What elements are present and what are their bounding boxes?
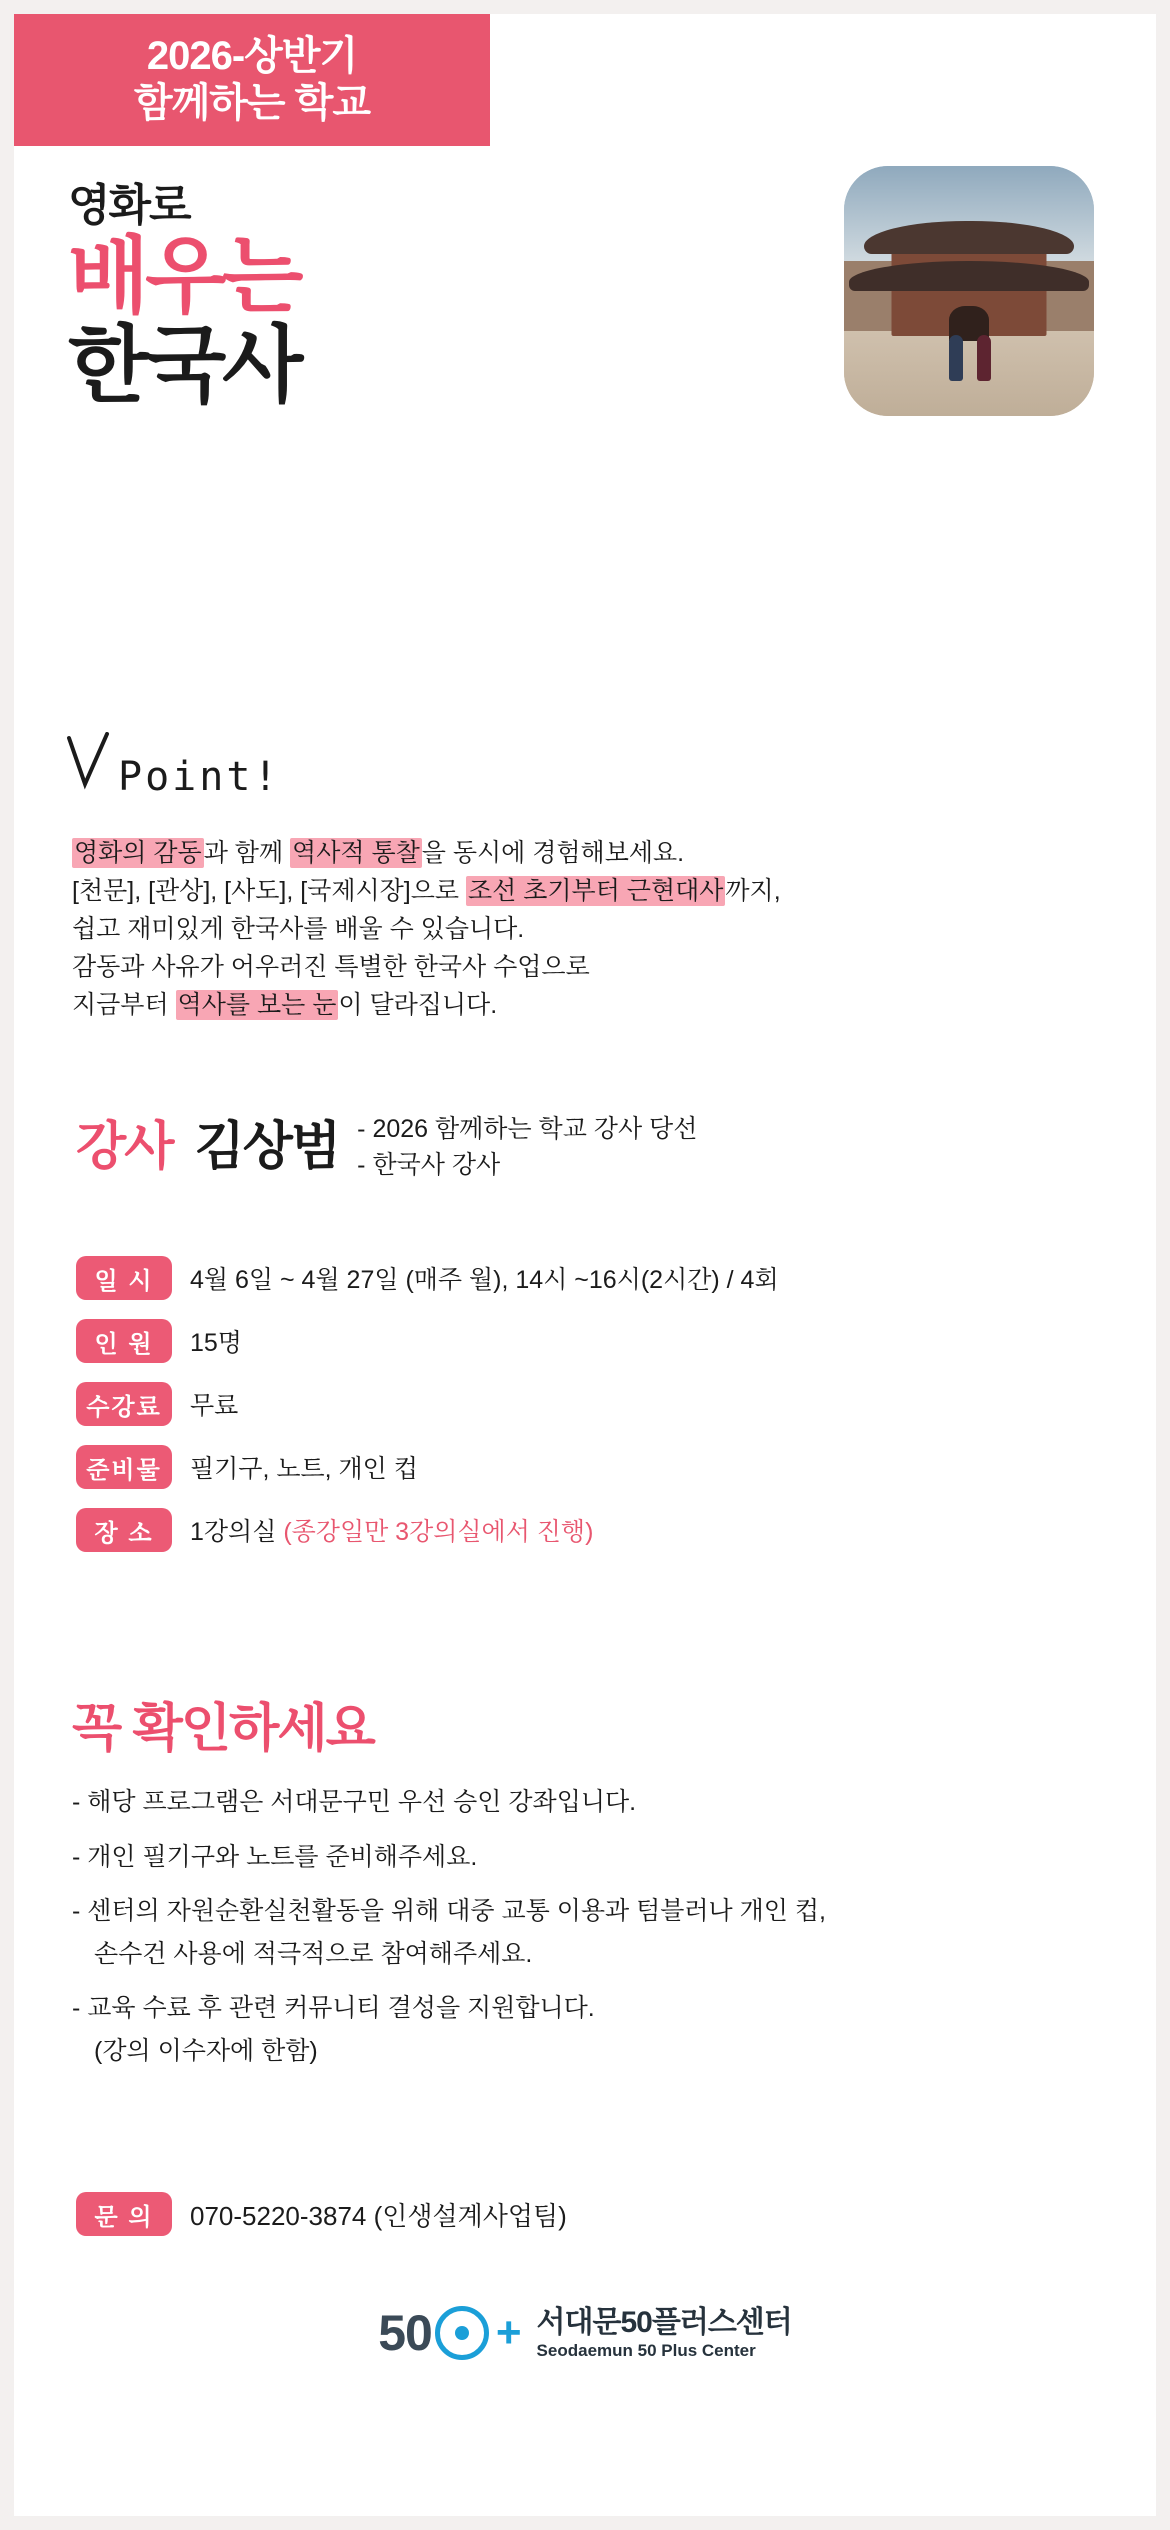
logo-number: 50	[378, 2305, 432, 2361]
info-row-capacity	[76, 1319, 1096, 1363]
point-line: 쉽고 재미있게 한국사를 배울 수 있습니다.	[72, 915, 525, 943]
notice-item: - 해당 프로그램은 서대문구민 우선 승인 강좌입니다.	[72, 1788, 637, 1816]
info-chip: 수강료	[76, 1382, 172, 1426]
instructor-meta	[357, 1104, 697, 1183]
notice-item-sub: 손수건 사용에 적극적으로 참여해주세요.	[94, 1939, 533, 1968]
hero-image	[844, 166, 1094, 416]
info-row-materials	[76, 1445, 1096, 1489]
logo-plus: +	[495, 2308, 521, 2357]
info-value: 15명	[190, 1329, 242, 1357]
info-value: 4월 6일 ~ 4월 27일 (매주 월), 14시 ~16시(2시간) / 4회	[190, 1266, 779, 1294]
point-body	[72, 834, 1092, 1024]
info-chip: 일 시	[76, 1256, 172, 1300]
logo-name-kr: 서대문50플러스센터	[536, 2306, 792, 2340]
hero-ground	[844, 331, 1094, 416]
point-line: 지금부터 역사를 보는 눈이 달라집니다.	[72, 991, 498, 1019]
contact-value[interactable]: 070-5220-3874 (인생설계사업팀)	[190, 2200, 567, 2231]
point-line: [천문], [관상], [사도], [국제시장]으로 조선 초기부터 근현대사까지,	[72, 877, 781, 905]
instructor-meta-2: - 한국사 강사	[357, 1150, 501, 1179]
notice-item: - 개인 필기구와 노트를 준비해주세요.	[72, 1842, 478, 1871]
logo-name-en: Seodaemun 50 Plus Center	[536, 2340, 756, 2360]
hero-figure-right	[977, 335, 991, 381]
hero-figure-left	[949, 335, 963, 381]
info-value-note: (종강일만 3강의실에서 진행)	[283, 1518, 594, 1546]
info-value: 1강의실	[190, 1518, 284, 1546]
instructor-label: 강사	[76, 1118, 173, 1176]
ribbon-line-1: 2026-상반기	[146, 33, 358, 78]
ribbon-line-2: 함께하는 학교	[134, 81, 370, 125]
logo-ring-icon	[435, 2306, 489, 2360]
info-row-location	[76, 1508, 1096, 1552]
point-label: Point!	[118, 754, 281, 800]
point-line: 감동과 사유가 어우러진 특별한 한국사 수업으로	[72, 953, 590, 981]
point-line: 영화의 감동과 함께 역사적 통찰을 동시에 경험해보세요.	[74, 839, 685, 867]
logo-wordmark	[537, 2305, 792, 2360]
logo-mark	[378, 2304, 520, 2362]
info-row-fee	[76, 1382, 1096, 1426]
notice-list	[72, 1782, 1102, 2085]
info-value: 필기구, 노트, 개인 컵	[190, 1455, 418, 1483]
notice-item-sub: (강의 이수자에 한함)	[94, 2036, 318, 2065]
info-table	[76, 1256, 1096, 1571]
header-ribbon	[14, 14, 490, 146]
contact-block	[76, 2192, 567, 2236]
info-row-schedule	[76, 1256, 1096, 1300]
check-mark-icon	[66, 732, 112, 790]
info-chip: 인 원	[76, 1319, 172, 1363]
title-small: 영화로	[68, 181, 190, 230]
footer-logo	[14, 2304, 1156, 2362]
notice-item: - 센터의 자원순환실천활동을 위해 대중 교통 이용과 텀블러나 개인 컵,	[72, 1897, 826, 1925]
notice-item: - 교육 수료 후 관련 커뮤니티 결성을 지원합니다.	[72, 1994, 595, 2022]
info-value-location	[190, 1512, 593, 1548]
info-value: 무료	[190, 1392, 239, 1420]
title-pink: 배우는	[68, 229, 300, 324]
info-chip: 준비물	[76, 1445, 172, 1489]
info-chip: 장 소	[76, 1508, 172, 1552]
instructor-name: 김상범	[194, 1118, 340, 1176]
title-dark: 한국사	[68, 317, 300, 412]
notice-title: 꼭 확인하세요	[72, 1700, 374, 1758]
instructor-meta-1: - 2026 함께하는 학교 강사 당선	[357, 1115, 698, 1143]
contact-chip: 문 의	[76, 2192, 172, 2236]
instructor-block	[76, 1104, 697, 1183]
title-block	[68, 181, 488, 412]
